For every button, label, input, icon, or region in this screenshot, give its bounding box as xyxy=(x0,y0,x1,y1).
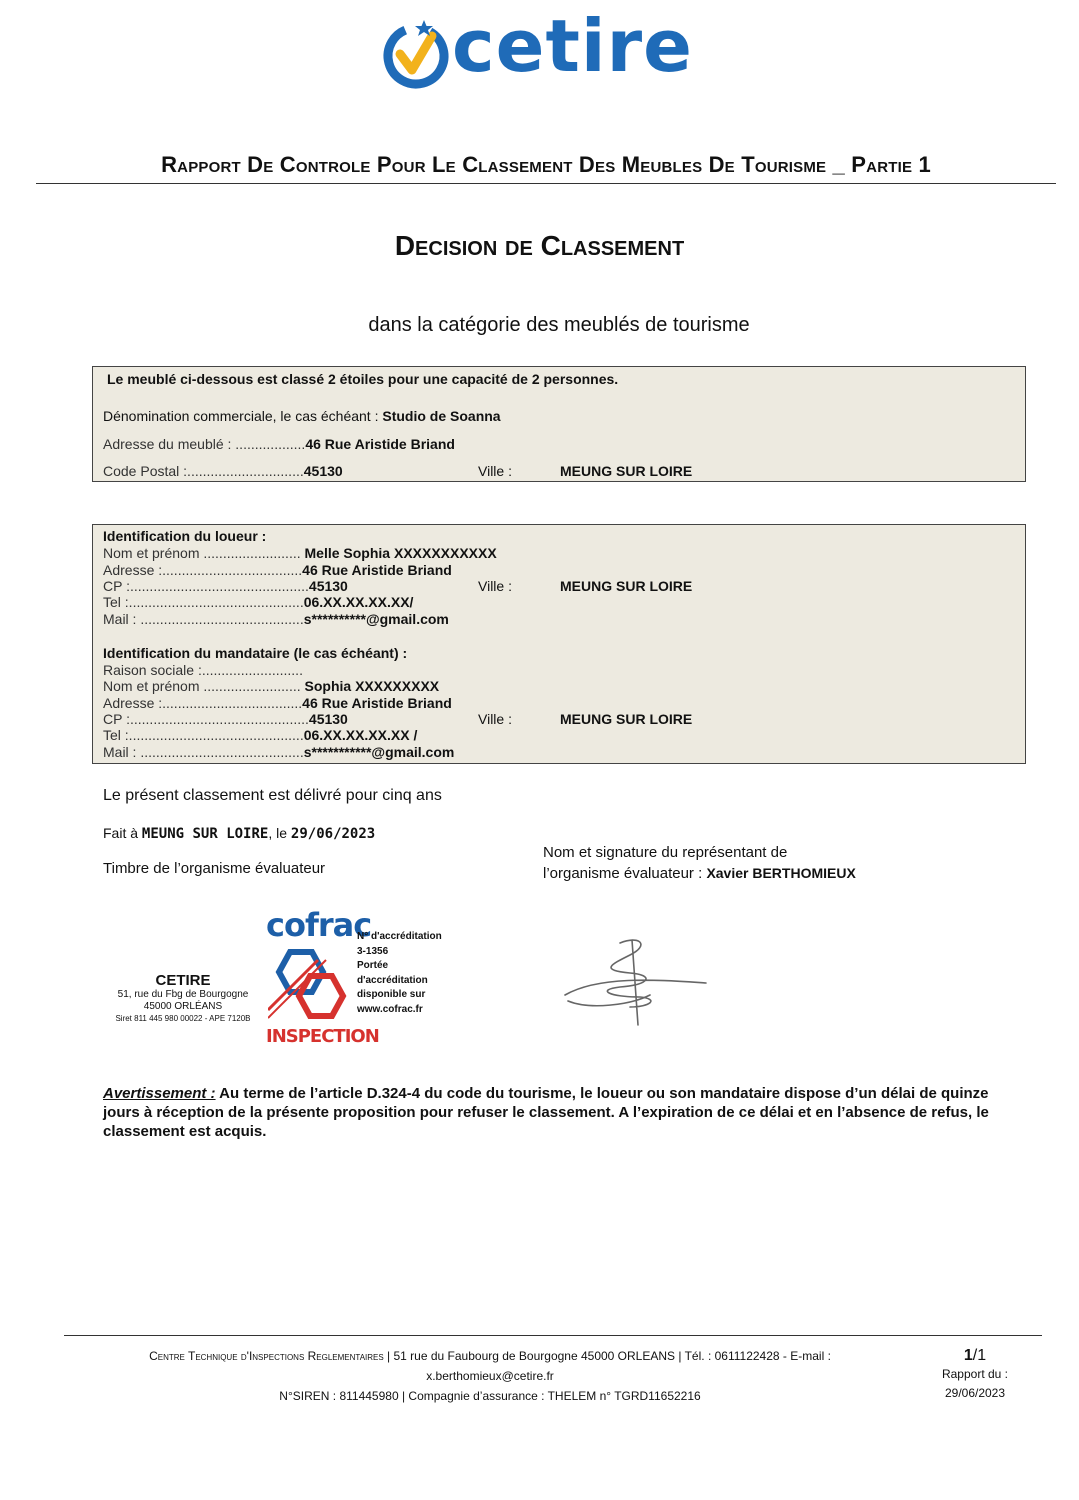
cetire-logo-icon xyxy=(380,14,460,94)
timbre-label: Timbre de l’organisme évaluateur xyxy=(103,860,326,877)
cofrac-logo-text: cofrac xyxy=(266,906,372,944)
mandataire-tel-label: Tel :............................................. xyxy=(103,727,304,743)
signature-block xyxy=(543,842,856,884)
adresse-row xyxy=(103,436,455,452)
mandataire-cp-row xyxy=(103,711,348,727)
mandataire-adresse-row xyxy=(103,695,452,711)
signatory-name: Xavier BERTHOMIEUX xyxy=(706,865,856,881)
identification-box xyxy=(92,524,1026,764)
mandataire-tel-value: 06.XX.XX.XX.XX / xyxy=(303,727,418,743)
report-date: 29/06/2023 xyxy=(944,1386,1006,1400)
loueur-mail-row xyxy=(103,611,449,627)
accr-line: disponible sur xyxy=(357,989,426,1000)
mandataire-tel-row xyxy=(103,727,417,743)
loueur-adresse-label: Adresse :.................................... xyxy=(103,562,303,578)
loueur-tel-value: 06.XX.XX.XX.XX/ xyxy=(303,594,414,610)
warning-label: Avertissement : xyxy=(103,1085,216,1102)
mandataire-nom-row xyxy=(103,678,439,694)
accreditation-info xyxy=(357,930,467,1017)
mandataire-nom-value: Sophia XXXXXXXXX xyxy=(304,678,440,694)
fait-place: MEUNG SUR LOIRE xyxy=(141,826,269,842)
denomination-label: Dénomination commerciale, le cas échéant : xyxy=(103,408,379,424)
fait-mid: , le xyxy=(268,825,288,841)
stamp-address2: 45000 ORLÉANS xyxy=(143,1001,223,1012)
report-date-label: Rapport du : xyxy=(941,1367,1009,1381)
decision-title: Decision de Classement xyxy=(394,230,685,261)
loueur-tel-row xyxy=(103,594,413,610)
denomination-value: Studio de Soanna xyxy=(382,408,501,424)
mandataire-mail-row xyxy=(103,744,454,760)
warning-paragraph xyxy=(103,1084,1023,1141)
code-postal-label: Code Postal :.............................. xyxy=(103,463,304,479)
warning-text: Au terme de l’article D.324-4 du code du tourisme, le loueur ou son mandataire dispose d’un délai de quinze jours à réception de la présente proposition pour refuser le classement. A l’expiration de ce délai et en l’absence de refus, le classement est acquis. xyxy=(103,1085,989,1140)
loueur-cp-value: 45130 xyxy=(308,578,348,594)
page-total: /1 xyxy=(972,1347,987,1364)
footer-line1: | 51 rue du Faubourg de Bourgogne 45000 ORLEANS | Tél. : 0611122428 - E-mail : xyxy=(383,1349,831,1363)
stamp-address1: 51, rue du Fbg de Bourgogne xyxy=(117,989,249,1000)
loueur-nom-value: Melle Sophia XXXXXXXXXXX xyxy=(304,545,497,561)
classification-box xyxy=(92,366,1026,482)
mandataire-mail-label: Mail : .......................................... xyxy=(103,744,304,760)
accr-line: d'accréditation xyxy=(357,974,428,986)
code-postal-row xyxy=(103,463,343,479)
loueur-cp-row xyxy=(103,578,348,594)
signature-line2: l’organisme évaluateur : xyxy=(543,865,703,882)
denomination-row xyxy=(103,408,501,424)
footer xyxy=(100,1346,880,1406)
mandataire-mail-value: s***********@gmail.com xyxy=(303,744,455,760)
mandataire-adresse-label: Adresse :.................................... xyxy=(103,695,303,711)
accr-line: Portée xyxy=(357,960,389,971)
page-number: 1 xyxy=(963,1347,973,1364)
ville-value: MEUNG SUR LOIRE xyxy=(560,463,693,479)
decision-subtitle: dans la catégorie des meublés de tourisme xyxy=(368,314,750,336)
cofrac-hexagon-icon xyxy=(268,948,354,1028)
mandataire-raison-label: Raison sociale :.......................... xyxy=(103,662,303,678)
mandataire-adresse-value: 46 Rue Aristide Briand xyxy=(302,695,452,711)
fait-prefix: Fait à xyxy=(103,825,139,841)
mandataire-heading: Identification du mandataire (le cas échéant) : xyxy=(103,645,408,661)
loueur-mail-label: Mail : .......................................... xyxy=(103,611,304,627)
accr-line: www.cofrac.fr xyxy=(357,1003,423,1015)
stamp-name: CETIRE xyxy=(155,972,211,989)
fait-date: 29/06/2023 xyxy=(290,826,376,842)
report-title: Rapport De Controle Pour Le Classement Des Meubles De Tourisme _ Partie 1 xyxy=(161,152,931,177)
loueur-adresse-row xyxy=(103,562,452,578)
signature-line1: Nom et signature du représentant de xyxy=(543,844,788,861)
mandataire-cp-label: CP :.............................................. xyxy=(103,711,309,727)
loueur-nom-row xyxy=(103,545,497,561)
page-indicator xyxy=(920,1346,1030,1403)
loueur-heading: Identification du loueur : xyxy=(103,528,267,544)
accr-line: 3-1356 xyxy=(357,945,389,957)
adresse-label: Adresse du meublé : .................. xyxy=(103,436,306,452)
adresse-value: 46 Rue Aristide Briand xyxy=(305,436,455,452)
mandataire-ville-value: MEUNG SUR LOIRE xyxy=(560,711,693,727)
accr-line: N° d'accréditation xyxy=(357,931,442,942)
loueur-nom-label: Nom et prénom ......................... xyxy=(103,545,301,561)
footer-email: x.berthomieux@cetire.fr xyxy=(426,1369,554,1383)
cofrac-inspection-text: INSPECTION xyxy=(266,1026,379,1047)
mandataire-ville-label: Ville : xyxy=(478,711,512,727)
handwritten-signature xyxy=(560,935,710,1030)
footer-org: Centre Technique d'Inspections Reglementaires xyxy=(149,1349,384,1363)
footer-siren: N°SIREN : 811445980 | Compagnie d’assurance : THELEM n° TGRD11652216 xyxy=(279,1389,701,1403)
loueur-cp-label: CP :.............................................. xyxy=(103,578,309,594)
loueur-ville-label: Ville : xyxy=(478,578,512,594)
classification-headline: Le meublé ci-dessous est classé 2 étoiles pour une capacité de 2 personnes. xyxy=(107,371,619,387)
organization-stamp xyxy=(108,972,258,1025)
title-divider xyxy=(36,183,1056,184)
footer-divider xyxy=(64,1335,1042,1336)
loueur-adresse-value: 46 Rue Aristide Briand xyxy=(302,562,452,578)
mandataire-nom-label: Nom et prénom ......................... xyxy=(103,678,301,694)
code-postal-value: 45130 xyxy=(303,463,343,479)
loueur-mail-value: s**********@gmail.com xyxy=(303,611,449,627)
ville-label: Ville : xyxy=(478,463,512,479)
loueur-ville-value: MEUNG SUR LOIRE xyxy=(560,578,693,594)
validity-text: Le présent classement est délivré pour cinq ans xyxy=(103,787,442,804)
fait-line xyxy=(103,825,375,842)
cetire-wordmark: cetire xyxy=(452,4,693,88)
mandataire-cp-value: 45130 xyxy=(308,711,348,727)
stamp-siret: Siret 811 445 980 00022 - APE 7120B xyxy=(115,1014,251,1023)
loueur-tel-label: Tel :............................................. xyxy=(103,594,304,610)
mandataire-raison-row xyxy=(103,662,303,678)
